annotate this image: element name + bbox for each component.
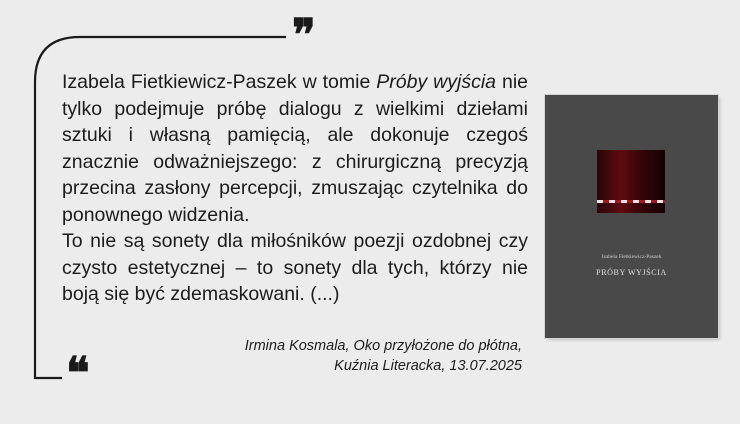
source-line-2: Kuźnia Literacka, 13.07.2025 [334,358,522,374]
book-cover-title: PRÓBY WYJŚCIA [596,268,667,277]
closing-quote-icon: ❝ [66,348,90,399]
quote-text [62,69,528,308]
book-title-inline: Próby wyjścia [376,71,497,93]
cover-image [597,150,665,213]
book-cover [545,95,718,338]
opening-quote-icon: ❞ [292,10,316,61]
book-cover-author: Izabela Fietkiewicz-Paszek [601,254,662,260]
quote-paragraph-1: Izabela Fietkiewicz-Paszek w tomie Próby wyjścia nie tylko podejmuje próbę dialogu z wielkimi dziełami sztuki i własną pamięcią, ale dokonuje czegoś znacznie odważniejszego: z chirurgiczną precyzją przecina zasłony percepcji, zmuszając czytelnika do ponownego widzenia. [62,71,528,226]
quote-source [245,336,522,376]
quote-paragraph-2: To nie są sonety dla miłośników poezji ozdobnej czy czysto estetycznej – to sonety dla tych, którzy nie boją się być zdemaskowani. (...) [62,230,528,305]
source-line-1: Irmina Kosmala, Oko przyłożone do płótna, [244,338,522,354]
